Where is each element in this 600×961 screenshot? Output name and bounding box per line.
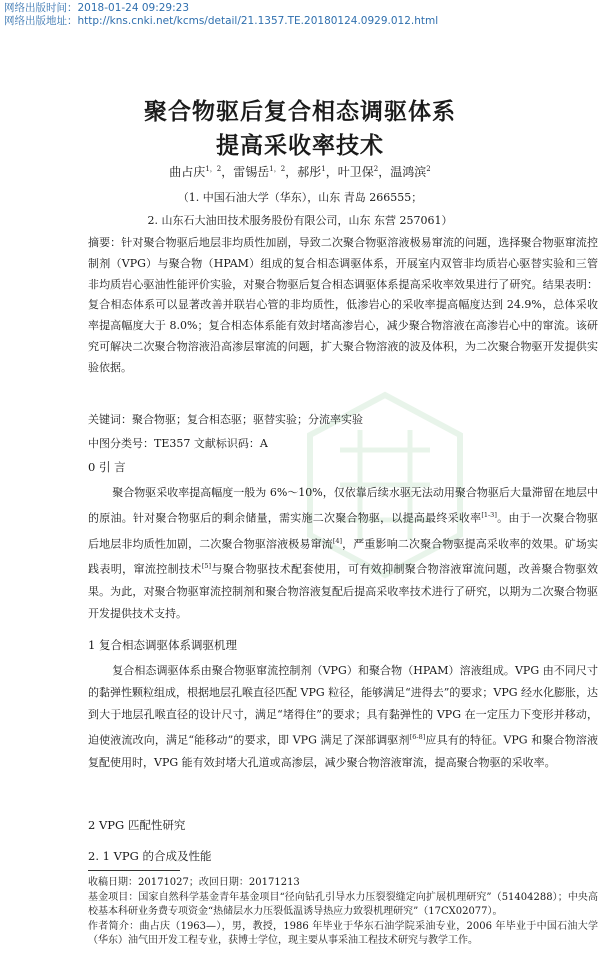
text-span: 。由于一次聚合物驱后地层非均质性加剧，二次聚合物驱溶液极易窜流: [88, 511, 598, 551]
footnotes: [88, 876, 598, 949]
author-name: 叶卫保: [337, 165, 374, 179]
publication-time: 网络出版时间：2018-01-24 09:29:23: [4, 2, 190, 14]
citation: [4]: [332, 536, 343, 545]
author-name: 温鸿滨: [390, 165, 427, 179]
section-0-heading: 0 引 言: [88, 460, 126, 474]
author-name: 郝彤: [297, 165, 322, 179]
text-span: 与聚合物驱技术配套使用，可有效抑制聚合物溶液窜流问题，改善聚合物驱效果。为此，对聚合物驱窜流控制剂和聚合物溶液复配后提高采收率技术进行了研究，以期为二次聚合物驱开发提供技术支持。: [88, 562, 599, 620]
author-affiliation-mark: 1，2: [205, 165, 222, 173]
author-name: 雷锡岳: [233, 165, 270, 179]
abstract: 摘要：针对聚合物驱后地层非均质性加剧，导致二次聚合物驱溶液极易窜流的问题，选择聚合物驱窜流控制剂（VPG）与聚合物（HPAM）组成的复合相态调驱体系，开展室内双管非均质岩心驱替实验和三管非均质岩心驱油性能评价实验，对聚合物驱后复合相态调驱体系提高采收率效果进行了研究。结果表明：复合相态体系可以显著改善并联岩心管的非均质性，低渗岩心的采收率提高幅度达到 24.9%，总体采收率提高幅度大于 8.0%；复合相态体系能有效封堵高渗岩心，减少聚合物溶液在高渗岩心中的窜流。该研究可解决二次聚合物溶液沿高渗层窜流的问题，扩大聚合物溶液的波及体积，为二次聚合物驱开发提供实验依据。: [88, 236, 598, 374]
section-0-paragraph: [88, 482, 598, 625]
author-affiliation-mark: 1: [321, 165, 326, 173]
paper-title-line-1: 聚合物驱后复合相态调驱体系: [144, 99, 456, 125]
citation: [1-3]: [481, 511, 497, 519]
section-1-heading: 1 复合相态调驱体系调驱机理: [88, 638, 237, 652]
author-label: 作者简介：: [88, 920, 140, 932]
citation: [5]: [201, 562, 212, 571]
author-bio: [88, 920, 598, 949]
author-affiliation-mark: 2: [373, 165, 379, 173]
fund-info: [88, 891, 598, 920]
section-2-1-heading: 2. 1 VPG 的合成及性能: [88, 849, 212, 863]
keywords: 关键词：聚合物驱；复合相态驱；驱替实验；分流率实验: [88, 413, 363, 426]
text-span: 复合相态调驱体系由聚合物驱窜流控制剂（VPG）和聚合物（HPAM）溶液组成。VPG 由不同尺寸的黏弹性颗粒组成，根据地层孔喉直径匹配 VPG 粒径，能够满足“进得去”的要求；VPG 经水化膨胀，达到大于地层孔喉直径的设计尺寸，满足“堵得住”的要求；具有黏弹性的 VPG 在一定压力下变形并移动，迫使液流改向，满足“能移动”的要求，即 VPG 满足了深部调驱剂: [88, 664, 598, 747]
author-separator: ，: [378, 165, 391, 179]
publication-address: 网络出版地址：http://kns.cnki.net/kcms/detail/21.1357.TE.20180124.0929.012.html: [4, 15, 439, 27]
fund-text: 国家自然科学基金青年基金项目“径向钻孔引导水力压裂裂缝定向扩展机理研究”（51404288）；中央高校基本科研业务费专项资金“热储层水力压裂低温诱导热应力致裂机理研究”（17CX02077）。: [88, 891, 599, 918]
affiliation-1: （1. 中国石油大学（华东），山东 青岛 266555；: [177, 191, 423, 204]
text-span: 应具有的特征。VPG 和聚合物溶液复配使用时，VPG 能有效封堵大孔道或高渗层，减少聚合物溶液窜流，提高聚合物驱的采收率。: [88, 733, 598, 769]
citation: [6-8]: [409, 733, 426, 741]
author-separator: ，: [325, 165, 338, 179]
author-separator: ，: [285, 165, 298, 179]
author-separator: ，: [221, 165, 234, 179]
author-affiliation-mark: 2: [426, 165, 431, 173]
text-span: ，严重影响二次聚合物驱提高采收率的效果。矿场实践表明，窜流控制技术: [88, 537, 599, 576]
author-name: 曲占庆: [169, 165, 206, 179]
text-span: 聚合物驱采收率提高幅度一般为 6%～10%，仅依靠后续水驱无法动用聚合物驱后大量滞留在地层中的原油。针对聚合物驱后的剩余储量，需实施二次聚合物驱，以提高最终采收率: [88, 486, 598, 525]
footnote-rule: [88, 870, 180, 871]
received-date: 收稿日期：20171027；改回日期：20171213: [88, 877, 300, 888]
author-text: 曲占庆（1963—），男，教授，1986 年毕业于华东石油学院采油专业，2006 年毕业于中国石油大学（华东）油气田开发工程专业，获博士学位，现主要从事采油工程技术研究与教学工作。: [88, 920, 598, 947]
classification: 中图分类号：TE357 文献标识码：A: [88, 437, 268, 450]
affiliation-2: 2. 山东石大油田技术服务股份有限公司，山东 东营 257061）: [147, 214, 453, 227]
section-1-paragraph: [88, 660, 598, 774]
author-affiliation-mark: 1，2: [269, 165, 286, 173]
section-2-heading: 2 VPG 匹配性研究: [88, 818, 186, 832]
paper-title-line-2: 提高采收率技术: [216, 133, 384, 159]
author-list: [0, 163, 600, 180]
fund-label: 基金项目：: [88, 891, 139, 903]
